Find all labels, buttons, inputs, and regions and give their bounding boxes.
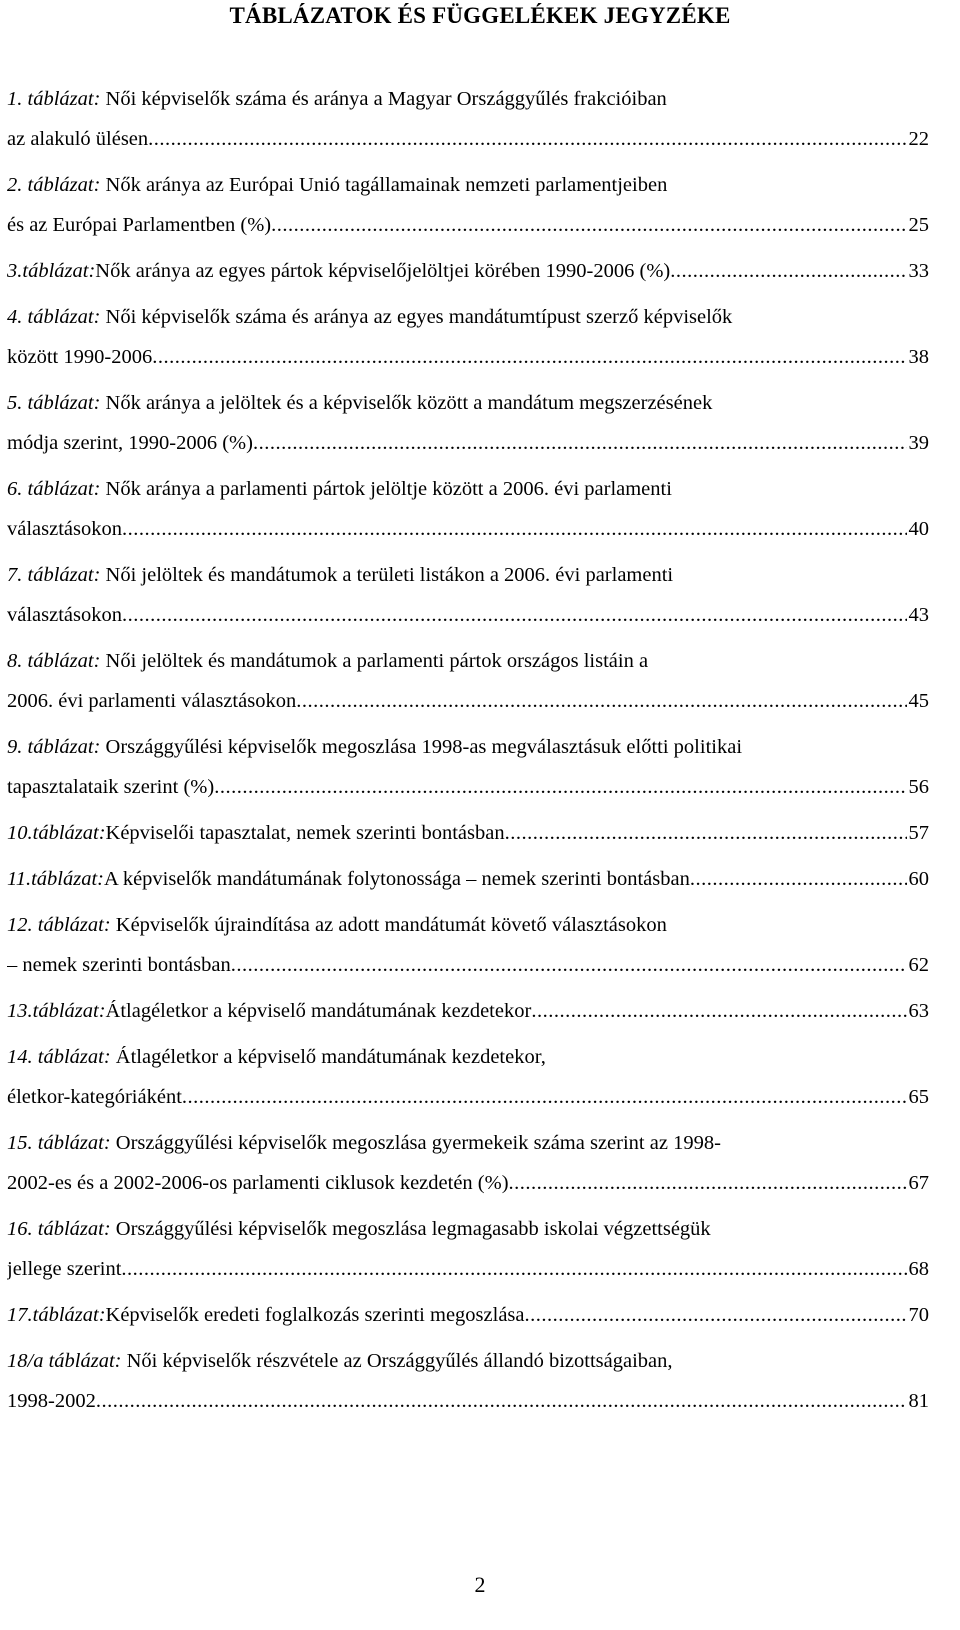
- toc-entry-text: [7, 1304, 929, 1326]
- toc-entry-text: [7, 564, 929, 586]
- toc-entry-number: 5.: [7, 392, 28, 414]
- toc-entry-number: 11.: [7, 868, 32, 890]
- toc-entry-text: [7, 1000, 929, 1022]
- toc-entry-number: 4.: [7, 306, 28, 328]
- toc-entry-continuation: [7, 214, 929, 236]
- toc-entry-text: [7, 306, 929, 328]
- toc-entry-title-cont: 2006. évi parlamenti választásokon: [7, 690, 297, 712]
- toc-entry-title: Képviselői tapasztalat, nemek szerinti bontásban: [105, 822, 505, 844]
- toc-entry-label: táblázat:: [27, 306, 101, 328]
- toc-entry-title: Női jelöltek és mandátumok a területi listákon a 2006. évi parlamenti: [100, 564, 674, 586]
- toc-entry-title: Átlagéletkor a képviselő mandátumának kezdetekor,: [110, 1046, 546, 1068]
- toc-entry-continuation: [7, 604, 929, 626]
- toc-entry-label: táblázat:: [22, 260, 96, 282]
- toc-entry-label: táblázat:: [48, 1350, 122, 1372]
- toc-entry-title-cont: 1998-2002: [7, 1390, 96, 1412]
- toc-entry-text: [7, 1132, 929, 1154]
- toc-entry-continuation: [7, 1390, 929, 1412]
- toc-entry-page: 38: [908, 346, 929, 368]
- toc-entry-label: táblázat:: [27, 88, 101, 110]
- toc-entry-text: [7, 822, 929, 844]
- toc-entry-page: 62: [908, 954, 929, 976]
- dot-leader: [148, 128, 906, 150]
- toc-entry-title: Képviselők újraindítása az adott mandátumát követő választásokon: [110, 914, 667, 936]
- toc-entry-title-cont: módja szerint, 1990-2006 (%): [7, 432, 253, 454]
- toc-entry-number: 7.: [7, 564, 28, 586]
- toc-entry-continuation: [7, 518, 929, 540]
- toc-entry-label: táblázat:: [37, 1132, 111, 1154]
- dot-leader: [253, 432, 907, 454]
- toc-entry-page: 39: [908, 432, 929, 454]
- toc-entry-title-cont: az alakuló ülésen: [7, 128, 149, 150]
- toc-entry-10[interactable]: [7, 822, 929, 844]
- toc-entry-text: [7, 1350, 929, 1372]
- toc-entry-page: 81: [908, 1390, 929, 1412]
- toc-entry-number: 3.: [7, 260, 23, 282]
- toc-entry-continuation: [7, 954, 929, 976]
- toc-entry-number: 18/a: [7, 1350, 49, 1372]
- toc-entry-15[interactable]: [7, 1132, 929, 1194]
- toc-entry-number: 6.: [7, 478, 28, 500]
- dot-leader: [505, 822, 907, 844]
- toc-entry-text: [7, 1218, 929, 1240]
- toc-entry-label: táblázat:: [27, 650, 101, 672]
- toc-entry-11[interactable]: [7, 868, 929, 890]
- toc-entry-page: 40: [908, 518, 929, 540]
- toc-entry-label: táblázat:: [32, 1304, 106, 1326]
- toc-entry-page: 65: [908, 1086, 929, 1108]
- toc-entry-number: 12.: [7, 914, 38, 936]
- toc-entry-6[interactable]: [7, 478, 929, 540]
- toc-entry-label: táblázat:: [27, 392, 101, 414]
- toc-entry-16[interactable]: [7, 1218, 929, 1280]
- toc-entry-title-cont: tapasztalataik szerint (%): [7, 776, 215, 798]
- toc-entry-7[interactable]: [7, 564, 929, 626]
- toc-entry-continuation: [7, 346, 929, 368]
- toc-entry-text: [7, 478, 929, 500]
- toc-entry-title-cont: jellege szerint: [7, 1258, 122, 1280]
- toc-entry-page: 57: [908, 822, 929, 844]
- toc-entry-number: 13.: [7, 1000, 33, 1022]
- toc-entry-title: Női képviselők száma és aránya az egyes mandátumtípust szerző képviselők: [100, 306, 733, 328]
- dot-leader: [271, 214, 906, 236]
- toc-entry-14[interactable]: [7, 1046, 929, 1108]
- dot-leader: [214, 776, 906, 798]
- toc-entry-8[interactable]: [7, 650, 929, 712]
- toc-entry-title-cont: választásokon: [7, 518, 122, 540]
- toc-entry-continuation: [7, 690, 929, 712]
- toc-entry-continuation: [7, 432, 929, 454]
- toc-entry-label: táblázat:: [32, 1000, 106, 1022]
- toc-entry-continuation: [7, 776, 929, 798]
- toc-entry-label: táblázat:: [27, 564, 101, 586]
- toc-entry-label: táblázat:: [32, 822, 106, 844]
- toc-entry-label: táblázat:: [37, 1218, 111, 1240]
- toc-entry-title: Országgyűlési képviselők megoszlása gyermekeik száma szerint az 1998-: [110, 1132, 721, 1154]
- dot-leader: [122, 518, 907, 540]
- toc-entry-number: 16.: [7, 1218, 38, 1240]
- toc-entry-number: 14.: [7, 1046, 38, 1068]
- toc-entry-title: Nők aránya a parlamenti pártok jelöltje között a 2006. évi parlamenti: [100, 478, 672, 500]
- toc-entry-page: 67: [908, 1172, 929, 1194]
- toc-entry-title-cont: választásokon: [7, 604, 122, 626]
- toc-entry-4[interactable]: [7, 306, 929, 368]
- toc-entry-page: 56: [908, 776, 929, 798]
- dot-leader: [670, 260, 906, 282]
- dot-leader: [121, 1258, 906, 1280]
- dot-leader: [296, 690, 906, 712]
- toc-entry-page: 70: [908, 1304, 929, 1326]
- toc-entry-text: [7, 88, 929, 110]
- toc-entry-label: táblázat:: [37, 914, 111, 936]
- toc-entry-number: 17.: [7, 1304, 33, 1326]
- toc-entry-page: 60: [908, 868, 929, 890]
- toc-entry-text: [7, 392, 929, 414]
- toc-entry-text: [7, 1046, 929, 1068]
- toc-entry-number: 9.: [7, 736, 28, 758]
- toc-entry-page: 33: [908, 260, 929, 282]
- toc-entry-title: Női jelöltek és mandátumok a parlamenti pártok országos listáin a: [100, 650, 649, 672]
- toc-entry-12[interactable]: [7, 914, 929, 976]
- toc-entry-label: táblázat:: [31, 868, 105, 890]
- table-of-contents: [7, 88, 929, 1436]
- toc-entry-text: [7, 914, 929, 936]
- toc-entry-9[interactable]: [7, 736, 929, 798]
- toc-entry-page: 22: [908, 128, 929, 150]
- toc-entry-page: 43: [908, 604, 929, 626]
- toc-entry-title: Országgyűlési képviselők megoszlása 1998-as megválasztásuk előtti politikai: [100, 736, 743, 758]
- toc-entry-number: 10.: [7, 822, 33, 844]
- toc-entry-label: táblázat:: [27, 478, 101, 500]
- toc-entry-continuation: [7, 1172, 929, 1194]
- toc-entry-page: 45: [908, 690, 929, 712]
- toc-entry-1[interactable]: [7, 88, 929, 150]
- dot-leader: [690, 868, 907, 890]
- toc-entry-title: Női képviselők száma és aránya a Magyar Országgyűlés frakcióiban: [100, 88, 667, 110]
- toc-entry-title: Női képviselők részvétele az Országgyűlés állandó bizottságaiban,: [121, 1350, 673, 1372]
- dot-leader: [531, 1000, 906, 1022]
- dot-leader: [122, 604, 907, 626]
- dot-leader: [182, 1086, 907, 1108]
- dot-leader: [152, 346, 906, 368]
- toc-entry-title-cont: életkor-kategóriáként: [7, 1086, 182, 1108]
- toc-entry-title: Országgyűlési képviselők megoszlása legmagasabb iskolai végzettségük: [110, 1218, 711, 1240]
- toc-entry-title: Képviselők eredeti foglalkozás szerinti megoszlása: [105, 1304, 525, 1326]
- toc-entry-title: Nők aránya az Európai Unió tagállamainak nemzeti parlamentjeiben: [100, 174, 668, 196]
- toc-entry-text: [7, 174, 929, 196]
- toc-entry-17[interactable]: [7, 1304, 929, 1326]
- toc-entry-title-cont: 2002-es és a 2002-2006-os parlamenti ciklusok kezdetén (%): [7, 1172, 509, 1194]
- toc-entry-number: 15.: [7, 1132, 38, 1154]
- toc-entry-title-cont: között 1990-2006: [7, 346, 153, 368]
- toc-entry-text: [7, 736, 929, 758]
- toc-entry-text: [7, 260, 929, 282]
- toc-entry-text: [7, 868, 929, 890]
- toc-entry-number: 1.: [7, 88, 28, 110]
- toc-entry-page: 25: [908, 214, 929, 236]
- toc-entry-number: 8.: [7, 650, 28, 672]
- toc-entry-label: táblázat:: [37, 1046, 111, 1068]
- toc-entry-title: A képviselők mandátumának folytonossága – nemek szerinti bontásban: [104, 868, 690, 890]
- toc-entry-title-cont: – nemek szerinti bontásban: [7, 954, 231, 976]
- toc-entry-title: Nők aránya a jelöltek és a képviselők között a mandátum megszerzésének: [100, 392, 713, 414]
- toc-entry-18a[interactable]: [7, 1350, 929, 1412]
- toc-entry-title: Nők aránya az egyes pártok képviselőjelöltjei körében 1990-2006 (%): [95, 260, 671, 282]
- toc-entry-title: Átlagéletkor a képviselő mandátumának kezdetekor: [105, 1000, 532, 1022]
- toc-entry-2[interactable]: [7, 174, 929, 236]
- dot-leader: [509, 1172, 907, 1194]
- toc-entry-13[interactable]: [7, 1000, 929, 1022]
- dot-leader: [96, 1390, 907, 1412]
- toc-entry-label: táblázat:: [27, 736, 101, 758]
- toc-entry-text: [7, 650, 929, 672]
- toc-entry-5[interactable]: [7, 392, 929, 454]
- toc-entry-title-cont: és az Európai Parlamentben (%): [7, 214, 272, 236]
- toc-entry-label: táblázat:: [27, 174, 101, 196]
- page-title: TÁBLÁZATOK ÉS FÜGGELÉKEK JEGYZÉKE: [229, 3, 731, 28]
- toc-entry-number: 2.: [7, 174, 28, 196]
- toc-entry-continuation: [7, 1086, 929, 1108]
- page-number: 2: [474, 1572, 486, 1597]
- dot-leader: [231, 954, 907, 976]
- toc-entry-page: 63: [908, 1000, 929, 1022]
- toc-entry-continuation: [7, 1258, 929, 1280]
- toc-entry-3[interactable]: [7, 260, 929, 282]
- toc-entry-page: 68: [908, 1258, 929, 1280]
- toc-entry-continuation: [7, 128, 929, 150]
- dot-leader: [525, 1304, 907, 1326]
